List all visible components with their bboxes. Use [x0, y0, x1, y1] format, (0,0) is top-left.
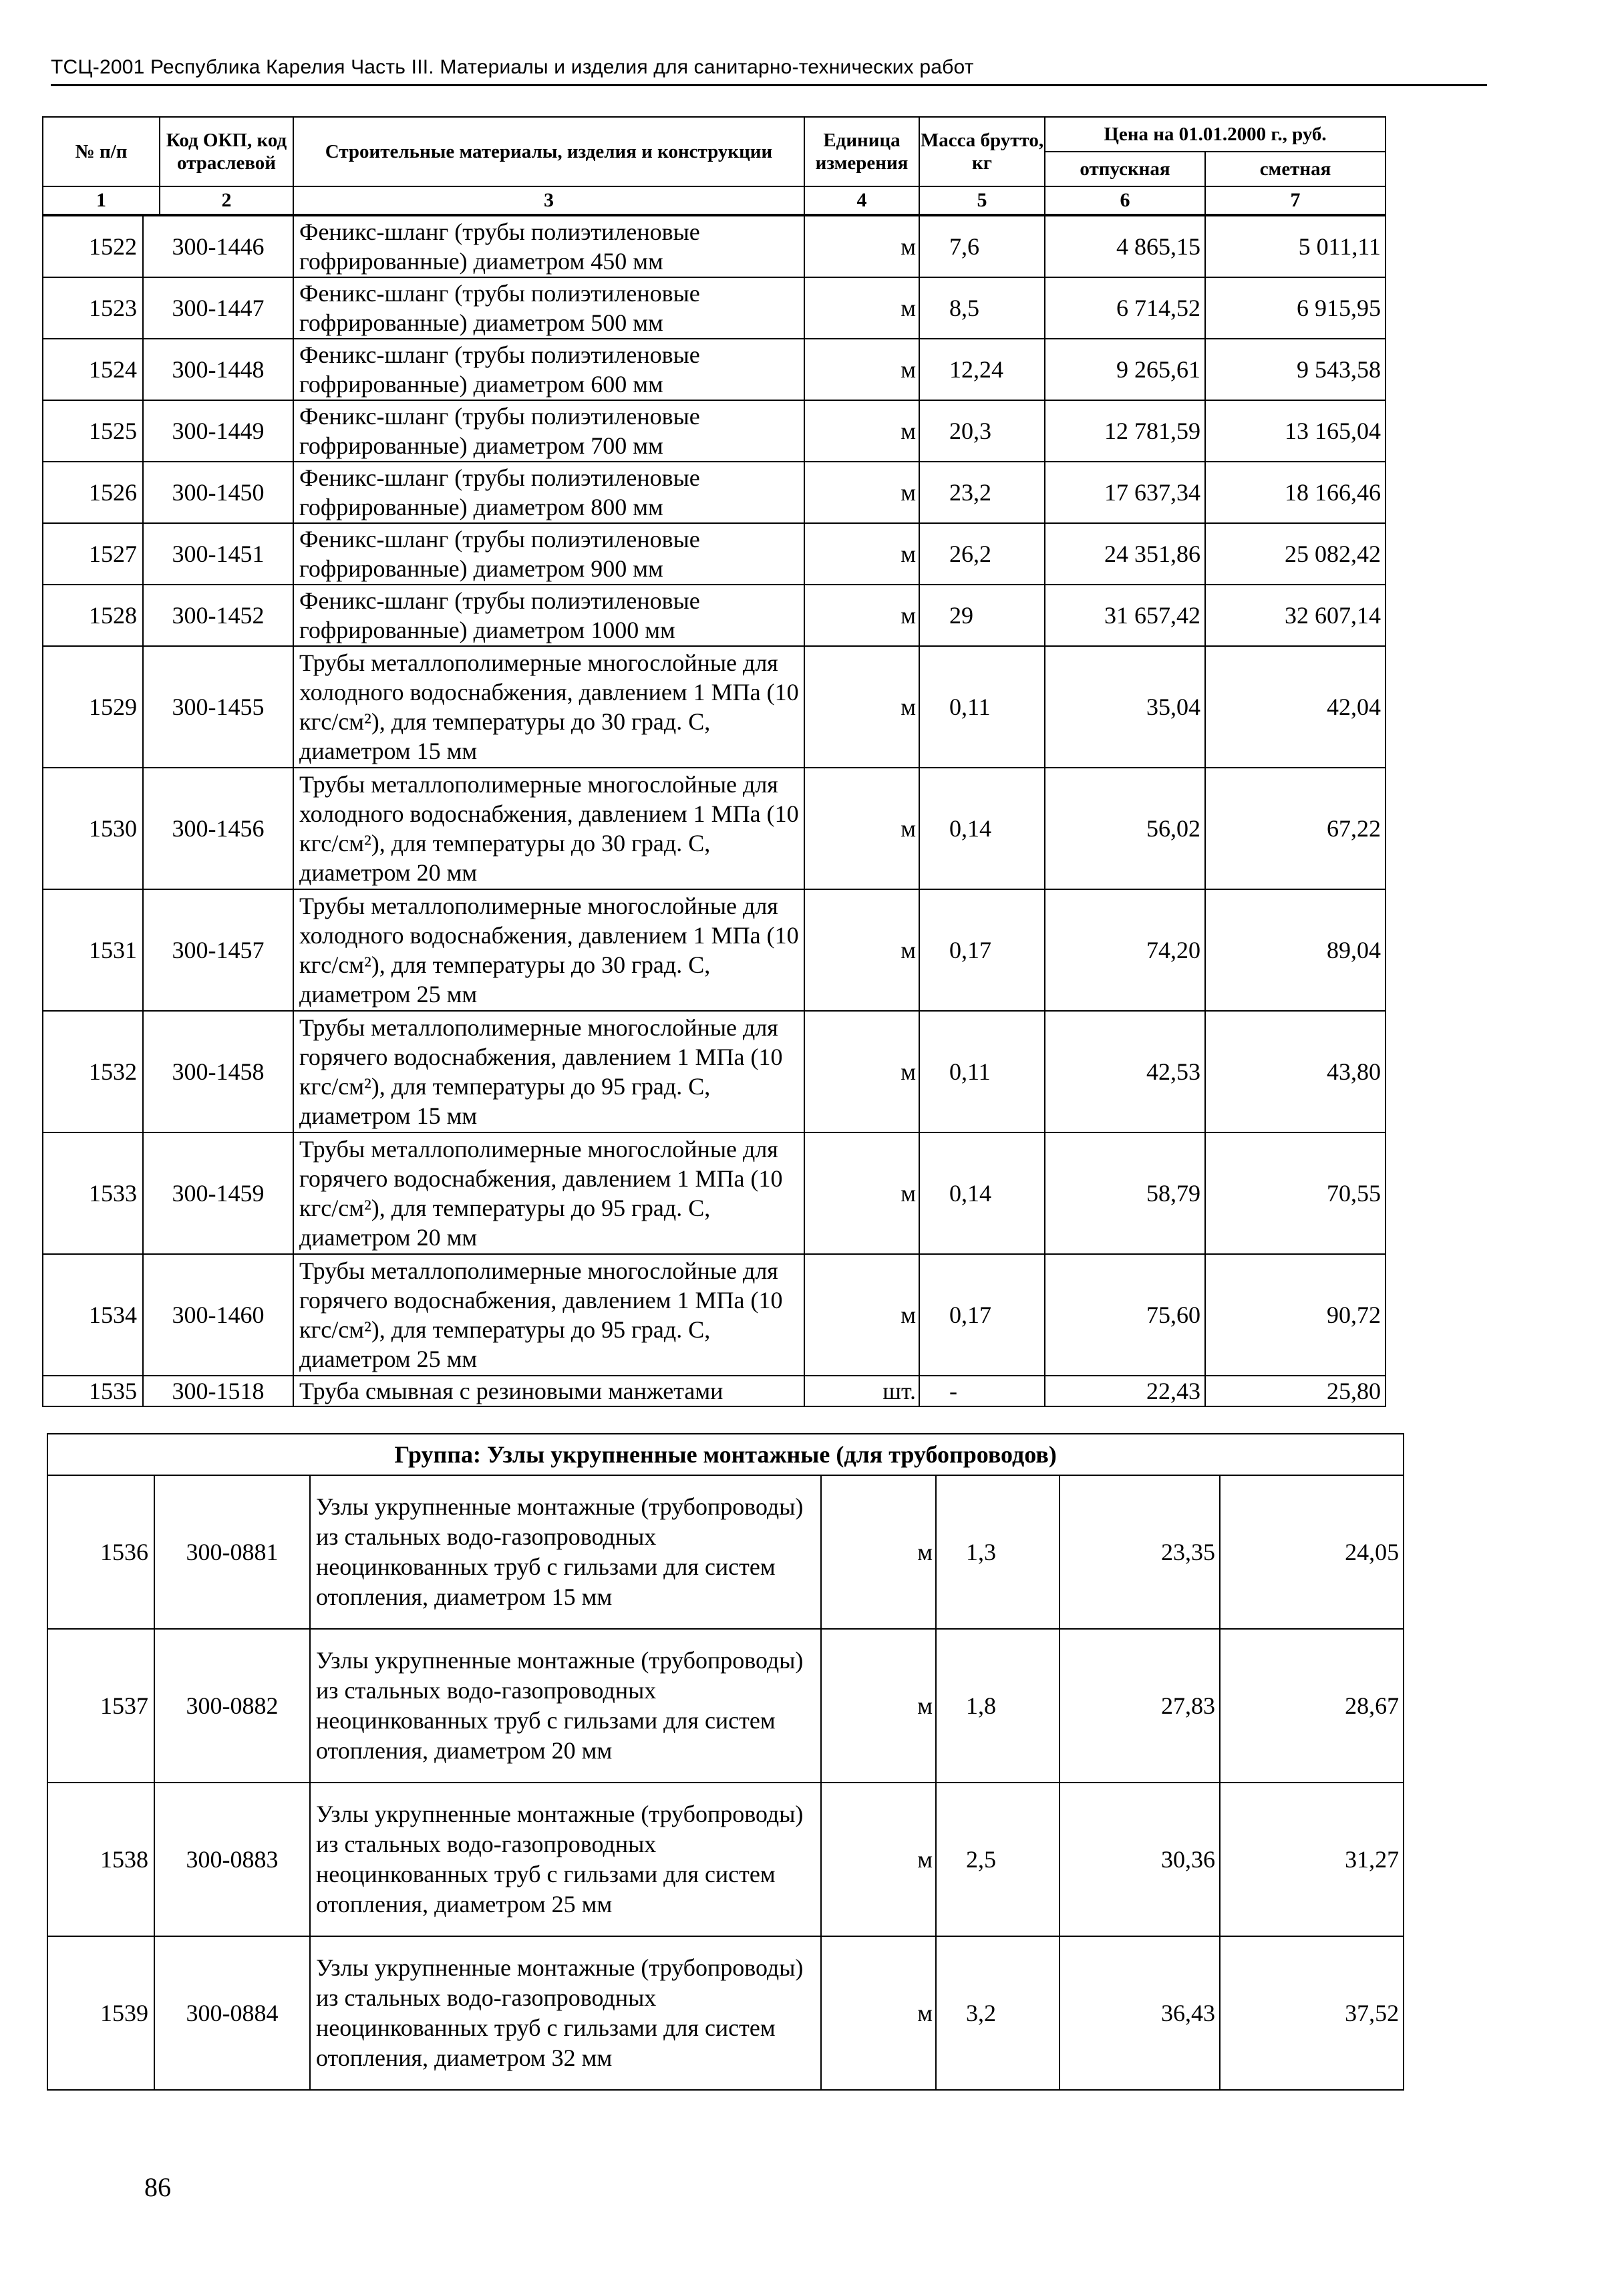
- row-estimate-price: 70,55: [1205, 1132, 1386, 1254]
- row-mass: 7,6: [919, 216, 1045, 277]
- row-estimate-price: 37,52: [1220, 1936, 1404, 2090]
- row-release-price: 9 265,61: [1045, 339, 1205, 400]
- col-number-4: 4: [804, 186, 919, 214]
- table-row: [43, 216, 1386, 277]
- row-number: 1522: [43, 216, 143, 277]
- nodes-body: [47, 1434, 1404, 2090]
- row-estimate-price: 42,04: [1205, 646, 1386, 768]
- page-header-title: ТСЦ-2001 Республика Карелия Часть III. Материалы и изделия для санитарно-технических работ: [51, 56, 1487, 86]
- row-estimate-price: 25 082,42: [1205, 523, 1386, 585]
- col-header-price: Цена на 01.01.2000 г., руб.: [1045, 117, 1386, 152]
- col-number-2: 2: [160, 186, 293, 214]
- row-unit: м: [804, 523, 919, 585]
- row-release-price: 35,04: [1045, 646, 1205, 768]
- row-mass: 12,24: [919, 339, 1045, 400]
- row-name: Узлы укрупненные монтажные (трубопроводы) из стальных водо-газопроводных неоцинкованных труб с гильзами для систем отопления, диаметром 20 мм: [310, 1629, 821, 1783]
- row-code: 300-1460: [143, 1254, 293, 1376]
- col-number-6: 6: [1045, 186, 1205, 214]
- row-code: 300-1446: [143, 216, 293, 277]
- row-number: 1531: [43, 889, 143, 1011]
- col-header-name: Строительные материалы, изделия и конструкции: [293, 117, 804, 186]
- row-unit: м: [804, 1132, 919, 1254]
- table-row: [43, 1011, 1386, 1132]
- row-name: Феникс-шланг (трубы полиэтиленовые гофрированные) диаметром 900 мм: [293, 523, 804, 585]
- row-release-price: 42,53: [1045, 1011, 1205, 1132]
- row-name: Трубы металлополимерные многослойные для холодного водоснабжения, давлением 1 МПа (10 кгс/см²), для температуры до 30 град. С, диаметром 15 мм: [293, 646, 804, 768]
- table-row: [47, 1475, 1404, 1629]
- table-row: [43, 585, 1386, 646]
- row-mass: 0,14: [919, 1132, 1045, 1254]
- row-unit: м: [804, 585, 919, 646]
- row-estimate-price: 5 011,11: [1205, 216, 1386, 277]
- row-name: Узлы укрупненные монтажные (трубопроводы) из стальных водо-газопроводных неоцинкованных труб с гильзами для систем отопления, диаметром 25 мм: [310, 1783, 821, 1936]
- row-name: Феникс-шланг (трубы полиэтиленовые гофрированные) диаметром 600 мм: [293, 339, 804, 400]
- row-number: 1524: [43, 339, 143, 400]
- row-code: 300-1451: [143, 523, 293, 585]
- row-unit: м: [804, 216, 919, 277]
- page-number: 86: [144, 2172, 171, 2202]
- table-row: [43, 1132, 1386, 1254]
- row-unit: м: [804, 1254, 919, 1376]
- row-number: 1523: [43, 277, 143, 339]
- col-header-unit: Единица измерения: [804, 117, 919, 186]
- row-estimate-price: 24,05: [1220, 1475, 1404, 1629]
- col-number-5: 5: [919, 186, 1045, 214]
- row-code: 300-1450: [143, 462, 293, 523]
- row-code: 300-1459: [143, 1132, 293, 1254]
- row-number: 1535: [43, 1376, 143, 1406]
- row-mass: 0,17: [919, 889, 1045, 1011]
- row-number: 1534: [43, 1254, 143, 1376]
- row-release-price: 12 781,59: [1045, 400, 1205, 462]
- row-unit: шт.: [804, 1376, 919, 1406]
- table-body-nodes: [47, 1433, 1404, 2091]
- row-estimate-price: 32 607,14: [1205, 585, 1386, 646]
- row-release-price: 74,20: [1045, 889, 1205, 1011]
- row-code: 300-0884: [154, 1936, 310, 2090]
- row-number: 1537: [47, 1629, 154, 1783]
- table-row: [43, 523, 1386, 585]
- table-row: [47, 1936, 1404, 2090]
- col-header-mass: Масса брутто, кг: [919, 117, 1045, 186]
- row-code: 300-1448: [143, 339, 293, 400]
- table-row: [43, 339, 1386, 400]
- table-row: [43, 889, 1386, 1011]
- row-unit: м: [821, 1783, 936, 1936]
- table-row: [43, 277, 1386, 339]
- col-number-3: 3: [293, 186, 804, 214]
- row-unit: м: [821, 1629, 936, 1783]
- row-estimate-price: 25,80: [1205, 1376, 1386, 1406]
- row-unit: м: [821, 1936, 936, 2090]
- row-mass: 0,11: [919, 646, 1045, 768]
- col-header-number: № п/п: [43, 117, 160, 186]
- row-unit: м: [804, 1011, 919, 1132]
- col-header-code: Код ОКП, код отраслевой: [160, 117, 293, 186]
- row-number: 1525: [43, 400, 143, 462]
- row-mass: 26,2: [919, 523, 1045, 585]
- table-header: [42, 116, 1386, 215]
- row-code: 300-1458: [143, 1011, 293, 1132]
- row-name: Узлы укрупненные монтажные (трубопроводы) из стальных водо-газопроводных неоцинкованных труб с гильзами для систем отопления, диаметром 15 мм: [310, 1475, 821, 1629]
- col-header-estimate-price: сметная: [1205, 152, 1386, 186]
- row-mass: 2,5: [936, 1783, 1060, 1936]
- col-header-release-price: отпускная: [1045, 152, 1205, 186]
- row-release-price: 6 714,52: [1045, 277, 1205, 339]
- row-mass: 29: [919, 585, 1045, 646]
- table-row: [43, 768, 1386, 889]
- row-estimate-price: 28,67: [1220, 1629, 1404, 1783]
- row-mass: 0,11: [919, 1011, 1045, 1132]
- row-number: 1528: [43, 585, 143, 646]
- row-name: Трубы металлополимерные многослойные для горячего водоснабжения, давлением 1 МПа (10 кгс/см²), для температуры до 95 град. С, диаметром 15 мм: [293, 1011, 804, 1132]
- row-unit: м: [804, 400, 919, 462]
- row-estimate-price: 9 543,58: [1205, 339, 1386, 400]
- row-name: Феникс-шланг (трубы полиэтиленовые гофрированные) диаметром 1000 мм: [293, 585, 804, 646]
- row-unit: м: [804, 646, 919, 768]
- row-code: 300-1518: [143, 1376, 293, 1406]
- row-release-price: 22,43: [1045, 1376, 1205, 1406]
- row-estimate-price: 31,27: [1220, 1783, 1404, 1936]
- row-code: 300-1455: [143, 646, 293, 768]
- row-unit: м: [804, 339, 919, 400]
- row-mass: 20,3: [919, 400, 1045, 462]
- row-mass: 1,3: [936, 1475, 1060, 1629]
- row-mass: 0,17: [919, 1254, 1045, 1376]
- row-name: Трубы металлополимерные многослойные для горячего водоснабжения, давлением 1 МПа (10 кгс/см²), для температуры до 95 град. С, диаметром 25 мм: [293, 1254, 804, 1376]
- col-number-1: 1: [43, 186, 160, 214]
- row-estimate-price: 43,80: [1205, 1011, 1386, 1132]
- row-release-price: 30,36: [1060, 1783, 1220, 1936]
- row-estimate-price: 89,04: [1205, 889, 1386, 1011]
- row-unit: м: [804, 277, 919, 339]
- row-estimate-price: 18 166,46: [1205, 462, 1386, 523]
- row-name: Феникс-шланг (трубы полиэтиленовые гофрированные) диаметром 700 мм: [293, 400, 804, 462]
- row-number: 1529: [43, 646, 143, 768]
- table-row: [43, 1254, 1386, 1376]
- row-release-price: 4 865,15: [1045, 216, 1205, 277]
- row-code: 300-0883: [154, 1783, 310, 1936]
- row-number: 1536: [47, 1475, 154, 1629]
- table-body-pipes: [42, 215, 1386, 1407]
- row-name: Узлы укрупненные монтажные (трубопроводы) из стальных водо-газопроводных неоцинкованных труб с гильзами для систем отопления, диаметром 32 мм: [310, 1936, 821, 2090]
- pipes-body: [43, 216, 1386, 1406]
- row-code: 300-1449: [143, 400, 293, 462]
- row-release-price: 23,35: [1060, 1475, 1220, 1629]
- row-number: 1526: [43, 462, 143, 523]
- row-unit: м: [804, 768, 919, 889]
- row-release-price: 75,60: [1045, 1254, 1205, 1376]
- row-mass: 0,14: [919, 768, 1045, 889]
- row-mass: 8,5: [919, 277, 1045, 339]
- row-release-price: 56,02: [1045, 768, 1205, 889]
- row-name: Трубы металлополимерные многослойные для холодного водоснабжения, давлением 1 МПа (10 кгс/см²), для температуры до 30 град. С, диаметром 20 мм: [293, 768, 804, 889]
- row-code: 300-0881: [154, 1475, 310, 1629]
- row-number: 1533: [43, 1132, 143, 1254]
- row-release-price: 31 657,42: [1045, 585, 1205, 646]
- row-release-price: 27,83: [1060, 1629, 1220, 1783]
- row-name: Феникс-шланг (трубы полиэтиленовые гофрированные) диаметром 800 мм: [293, 462, 804, 523]
- table-row: [47, 1783, 1404, 1936]
- row-number: 1527: [43, 523, 143, 585]
- row-name: Феникс-шланг (трубы полиэтиленовые гофрированные) диаметром 450 мм: [293, 216, 804, 277]
- row-estimate-price: 6 915,95: [1205, 277, 1386, 339]
- row-release-price: 58,79: [1045, 1132, 1205, 1254]
- row-number: 1538: [47, 1783, 154, 1936]
- row-unit: м: [804, 889, 919, 1011]
- row-unit: м: [804, 462, 919, 523]
- row-number: 1530: [43, 768, 143, 889]
- row-number: 1539: [47, 1936, 154, 2090]
- row-estimate-price: 13 165,04: [1205, 400, 1386, 462]
- row-unit: м: [821, 1475, 936, 1629]
- row-release-price: 17 637,34: [1045, 462, 1205, 523]
- table-row: [43, 400, 1386, 462]
- group-title: Группа: Узлы укрупненные монтажные (для трубопроводов): [47, 1434, 1404, 1475]
- row-estimate-price: 67,22: [1205, 768, 1386, 889]
- row-code: 300-1457: [143, 889, 293, 1011]
- row-name: Трубы металлополимерные многослойные для холодного водоснабжения, давлением 1 МПа (10 кгс/см²), для температуры до 30 град. С, диаметром 25 мм: [293, 889, 804, 1011]
- table-row: [43, 646, 1386, 768]
- row-name: Трубы металлополимерные многослойные для горячего водоснабжения, давлением 1 МПа (10 кгс/см²), для температуры до 95 град. С, диаметром 20 мм: [293, 1132, 804, 1254]
- row-estimate-price: 90,72: [1205, 1254, 1386, 1376]
- row-mass: -: [919, 1376, 1045, 1406]
- row-code: 300-1456: [143, 768, 293, 889]
- row-mass: 23,2: [919, 462, 1045, 523]
- table-row: [43, 1376, 1386, 1406]
- table-row: [43, 462, 1386, 523]
- col-number-7: 7: [1205, 186, 1386, 214]
- row-mass: 1,8: [936, 1629, 1060, 1783]
- row-code: 300-0882: [154, 1629, 310, 1783]
- row-name: Феникс-шланг (трубы полиэтиленовые гофрированные) диаметром 500 мм: [293, 277, 804, 339]
- row-code: 300-1447: [143, 277, 293, 339]
- row-release-price: 36,43: [1060, 1936, 1220, 2090]
- row-name: Труба смывная с резиновыми манжетами: [293, 1376, 804, 1406]
- row-number: 1532: [43, 1011, 143, 1132]
- row-release-price: 24 351,86: [1045, 523, 1205, 585]
- table-row: [47, 1629, 1404, 1783]
- row-code: 300-1452: [143, 585, 293, 646]
- row-mass: 3,2: [936, 1936, 1060, 2090]
